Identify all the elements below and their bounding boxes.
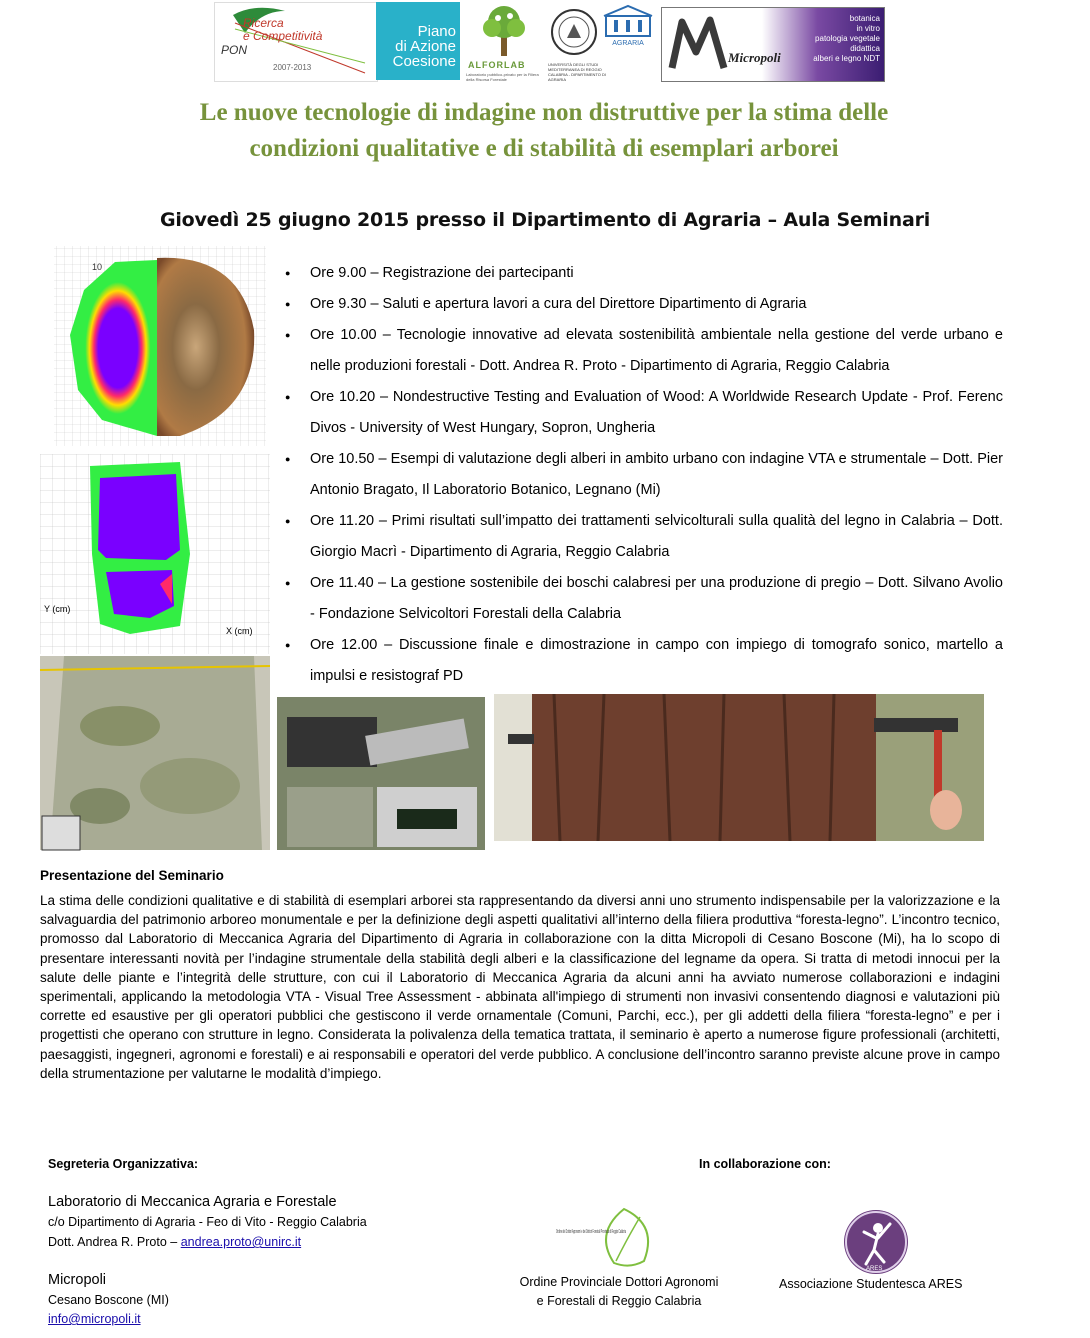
instruments-figure xyxy=(277,697,485,850)
ordine-logo xyxy=(554,1203,664,1273)
pac-logo xyxy=(376,2,460,80)
pon-brand: PON xyxy=(221,43,248,57)
bullet-icon: ● xyxy=(285,392,291,402)
bullet-icon: ● xyxy=(285,268,291,278)
unirc-caption: UNIVERSITÀ DEGLI STUDI MEDITERRANEA DI REGGIO CALABRIA - DIPARTIMENTO DI AGRARIA xyxy=(548,62,607,82)
page-title: Le nuove tecnologie di indagine non distruttive per la stima delle condizioni qualitative e di stabilità di esemplari arborei xyxy=(199,99,889,162)
secretary-label: Segreteria Organizzativa: xyxy=(48,1157,199,1171)
program-item: ● Ore 11.20 – Primi risultati sull’impatto dei trattamenti selvicolturali sulla qualità del legno in Calabria – Dott. Giorgio Macrì - Dipartimento di Agraria, Reggio Calabria xyxy=(285,506,1003,568)
ares-logo xyxy=(844,1210,908,1274)
agraria-logo xyxy=(600,2,656,80)
event-date: Giovedì 25 giugno 2015 presso il Dipartimento di Agraria – Aula Seminari xyxy=(159,209,931,231)
tomography-3d-figure xyxy=(40,454,270,654)
pon-years: 2007-2013 xyxy=(273,63,312,72)
tomogram-image xyxy=(40,240,270,452)
bullet-icon: ● xyxy=(285,299,291,309)
axis-y-label: Y (cm) xyxy=(44,604,71,614)
lab-email-link[interactable]: andrea.proto@unirc.it xyxy=(180,1235,302,1249)
program-list xyxy=(285,258,1003,692)
lab-name: Laboratorio di Meccanica Agraria e Forestale xyxy=(48,1194,337,1210)
program-item: ● Ore 9.30 – Saluti e apertura lavori a cura del Direttore Dipartimento di Agraria xyxy=(285,289,1003,320)
athlete-icon xyxy=(844,1210,908,1274)
program-item: ● Ore 9.00 – Registrazione dei partecipanti xyxy=(285,258,1003,289)
bark-hammer-photo xyxy=(494,694,984,841)
program-item: ● Ore 10.20 – Nondestructive Testing and Evaluation of Wood: A Worldwide Research Update - Prof. Ferenc Divos - University of West Hungary, Sopron, Ungheria xyxy=(285,382,1003,444)
instruments-photo xyxy=(277,697,485,850)
bullet-icon: ● xyxy=(285,640,291,650)
axis-x-label: X (cm) xyxy=(226,626,253,636)
trunk-sensors-photo xyxy=(40,656,270,850)
micropoli-brand: Micropoli xyxy=(728,50,781,65)
presentation-title: Presentazione del Seminario xyxy=(40,868,224,883)
pac-text: Piano di Azione Coesione xyxy=(392,23,456,70)
bullet-icon: ● xyxy=(285,330,291,340)
trunk-photo xyxy=(40,656,270,850)
program-item: ● Ore 10.50 – Esempi di valutazione degli alberi in ambito urbano con indagine VTA e strumentale – Dott. Pier Antonio Bragato, Il Laboratorio Botanico, Legnano (Mi) xyxy=(285,444,1003,506)
lab-address: c/o Dipartimento di Agraria - Feo di Vito - Reggio Calabria xyxy=(48,1215,367,1229)
program-item: ● Ore 11.40 – La gestione sostenibile dei boschi calabresi per una produzione di pregio – Dott. Silvano Avolio - Fondazione Selvicoltori Forestali della Calabria xyxy=(285,568,1003,630)
agraria-caption: AGRARIA xyxy=(612,40,644,47)
pon-logo xyxy=(214,2,378,82)
micropoli-city: Cesano Boscone (MI) xyxy=(48,1293,169,1307)
tomography-3d-image xyxy=(40,454,270,654)
micropoli-name: Micropoli xyxy=(48,1272,107,1288)
micropoli-services: botanica in vitro patologia vegetale didattica alberi e legno NDT xyxy=(813,14,880,63)
ares-name: Associazione Studentesca ARES xyxy=(779,1277,963,1291)
alforlab-sub: Laboratorio pubblico-privato per la Filiera della Risorsa Forestale xyxy=(466,72,539,82)
university-seal-icon xyxy=(548,2,600,60)
lab-contact: Dott. Andrea R. Proto – andrea.proto@unirc.it xyxy=(48,1235,302,1249)
collab-label: In collaborazione con: xyxy=(699,1157,831,1171)
leaf-icon xyxy=(554,1203,664,1273)
alforlab-name: ALFORLAB xyxy=(468,60,526,70)
micropoli-email xyxy=(48,1312,141,1326)
tomogram-label: 10 xyxy=(92,262,103,272)
alforlab-logo xyxy=(464,2,544,80)
bullet-icon: ● xyxy=(285,454,291,464)
micropoli-m-icon xyxy=(666,8,736,81)
building-icon xyxy=(600,2,656,40)
pon-tagline: Ricerca e Competitività xyxy=(243,16,323,43)
micropoli-logo xyxy=(661,7,885,82)
tree-icon xyxy=(464,2,544,60)
ordine-logo-text: Ordine dei Dottori Agronomi e dei Dottori Forestali Provincia di Reggio Calabria xyxy=(556,1229,627,1235)
ares-logo-text: ARES xyxy=(866,1266,883,1272)
tomogram-figure xyxy=(40,240,270,452)
bullet-icon: ● xyxy=(285,516,291,526)
micropoli-email-link[interactable]: info@micropoli.it xyxy=(48,1312,141,1326)
bark-figure xyxy=(494,694,984,841)
bullet-icon: ● xyxy=(285,578,291,588)
presentation-body: La stima delle condizioni qualitative e di stabilità di esemplari arborei sta rappresentando da diversi anni uno strumento indispensabile per la valorizzazione e la salvaguardia del patrimonio arboreo monumentale e per la definizione degli aspetti qualitativi all’interno della filiera produttiva “foresta-legno”. L’incontro tecnico, promosso dal Laboratorio di Meccanica Agraria del Dipartimento di Agraria in collaborazione con la ditta Micropoli di Cesano Boscone (Mi), ha lo scopo di presentare interessanti novità per l’indagine strumentale della stabilità degli alberi e la classificazione del legname da opera. Si tratta di metodi innocui per la salute delle piante e l’integrità delle strutture, con cui il Laboratorio di Meccanica Agraria da alcuni anni ha avviato numerose collaborazioni e indagini sperimentali, applicando la metodologia VTA - Visual Tree Assessment - abbinata all'impiego di strumenti non invasivi consentendo diagnosi e valutazioni più corrette ed esaustive per gli operatori pubblici che gestiscono il verde ornamentale (Comuni, Parchi, ecc.), per gli addetti della filiera “foresta-legno” e per i progettisti che operano con strutture in legno. Considerata la polivalenza della tematica trattata, il seminario è aperto a numerose figure professionali (architetti, paesaggisti, ingegneri, agronomi e forestali) e ai responsabili e operatori del verde pubblico. A conclusione dell’incontro saranno previste alcune prove in campo della strumentazione per valutarne le modalità d’impiego. xyxy=(40,893,1000,1081)
unirc-logo xyxy=(548,2,607,82)
ordine-name: Ordine Provinciale Dottori Agronomi e Forestali di Reggio Calabria xyxy=(519,1275,719,1308)
program-item: ● Ore 10.00 – Tecnologie innovative ad elevata sostenibilità ambientale nella gestione del verde urbano e nelle produzioni forestali - Dott. Andrea R. Proto - Dipartimento di Agraria, Reggio Calabria xyxy=(285,320,1003,382)
program-item: ● Ore 12.00 – Discussione finale e dimostrazione in campo con impiego di tomografo sonico, martello a impulsi e resistograf PD xyxy=(285,630,1003,692)
